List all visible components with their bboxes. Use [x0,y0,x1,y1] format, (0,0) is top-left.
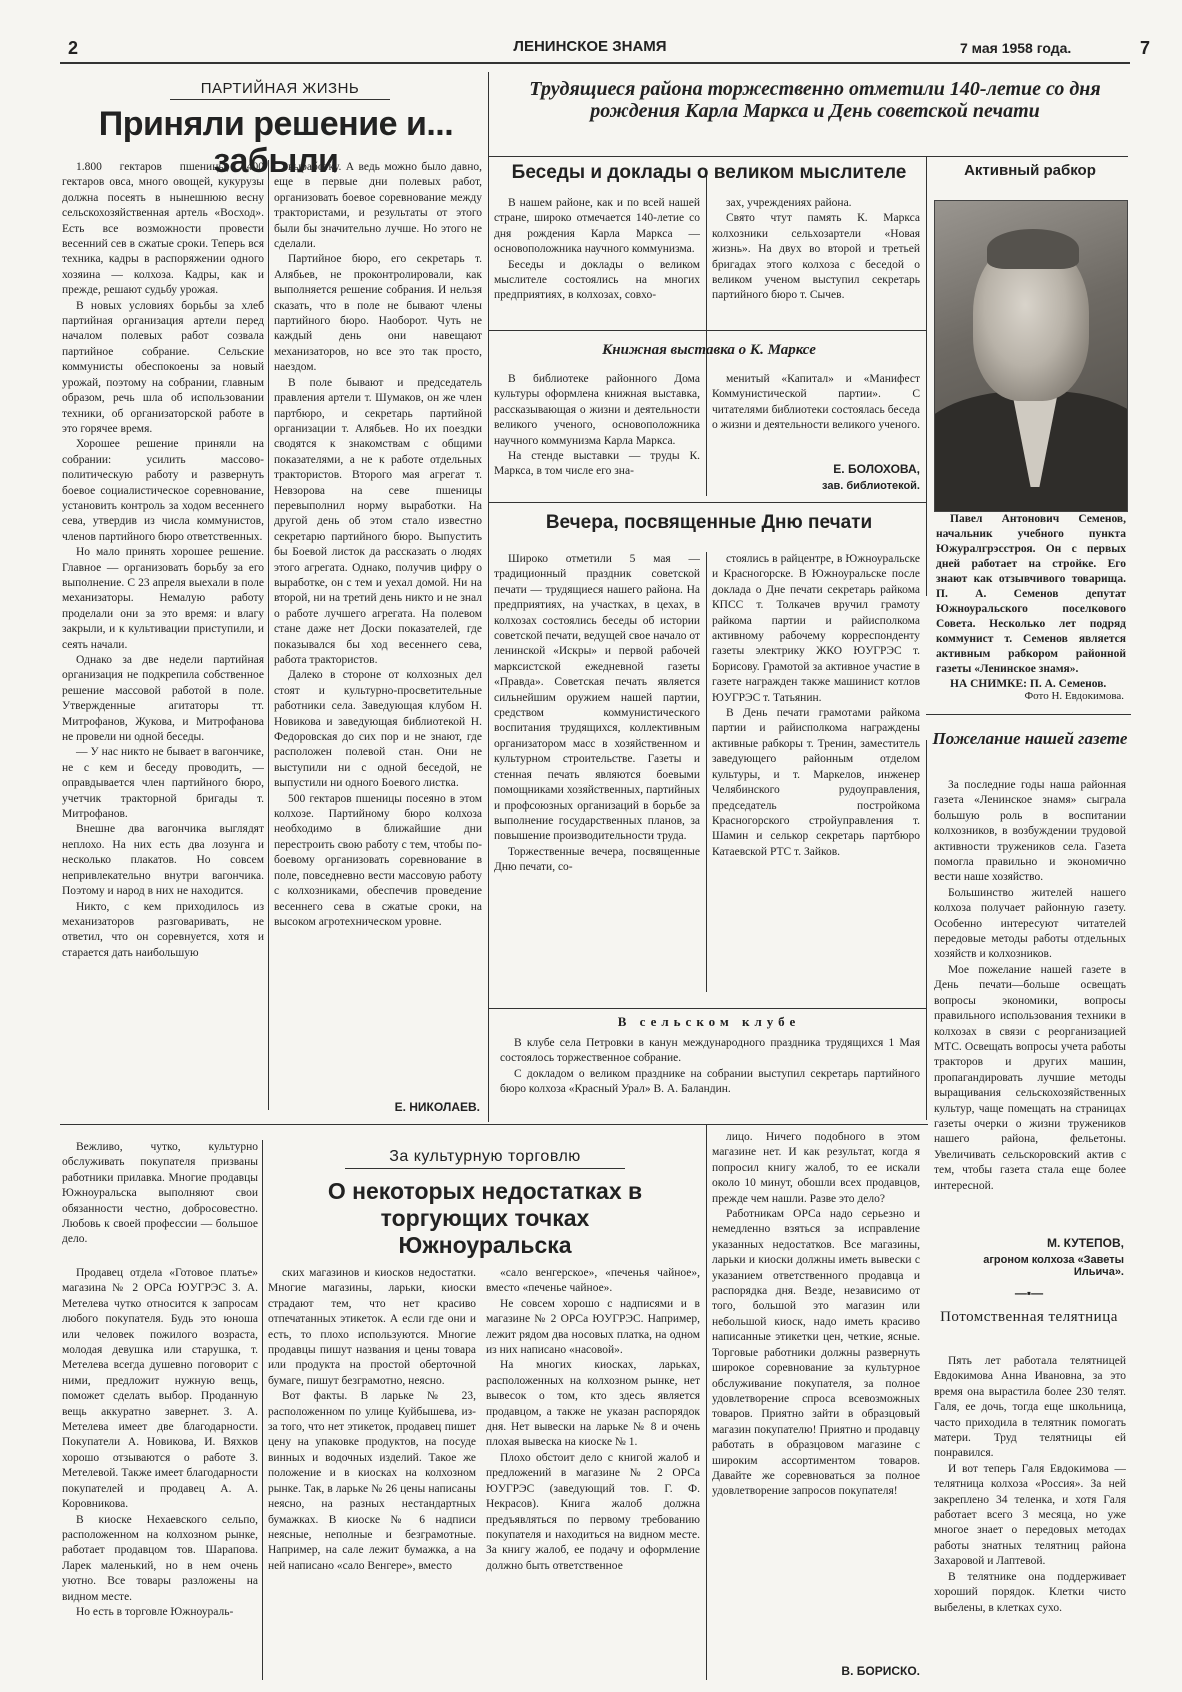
paragraph: стоялись в райцентре, в Южноуральске и Красногорске. В Южноуральске после доклада о Дне печати секретарь райкома КПСС т. Толкачев вручил грамоту райкома партии и райисполкома активному рабочему корреспонденту газеты электрику ЖКО ЮУГРЭС т. Борисову. Грамотой за активное участие в газете награжден также машинист котлов ЮУГРЭС т. Татьянин. [712,553,920,704]
wish-signature-role: агроном колхоза «Заветы Ильича». [983,1254,1124,1278]
book-column-2 [712,372,920,452]
masthead: ЛЕНИНСКОЕ ЗНАМЯ [513,38,667,55]
paragraph: Не совсем хорошо с надписями и в магазине № 2 ОРСа ЮУГРЭС. Например, лежит рядом два носовых платка, на одном из них написано «насовой». [486,1297,700,1357]
wish-signature: М. КУТЕПОВ, [1046,1236,1124,1250]
club-text [500,1036,920,1116]
paragraph: Никто, с кем приходилось из механизаторов разговаривать, не ответил, что он соревнуется, хотя и старается дать наибольшую [62,900,264,959]
paragraph: Пять лет работала телятницей Евдокимова Анна Ивановна, за это время она вырастила более 230 телят. Галя, ее дочь, тогда еще школьница, часто приходила в телятник помогать матери. Труд телятницы ей понравился. [934,1355,1126,1460]
divider-horizontal [488,330,926,331]
paragraph: В клубе села Петровки в канун международного праздника трудящихся 1 Мая состоялось торжественное собрание. [500,1037,920,1065]
divider-horizontal [60,1124,928,1125]
trade-lead [62,1140,258,1260]
paragraph: Плохо обстоит дело с книгой жалоб и предложений в магазине № 2 ОРСа ЮУГРЭС (заведующий тов. Г. Ф. Некрасов). Книга жалоб должна предъявляться по первому требованию покупателя и находиться на видном месте. За книгу жалоб, ее подачу и оформление должно быть ответственное [486,1451,700,1572]
divider-horizontal [488,156,1128,157]
party-column-1 [62,160,264,1115]
paragraph: — У нас никто не бывает в вагончике, не с кем и беседу проводить, — оправдывается член партийного бюро, учетчик тракторной бригады т. Митрофанов. [62,746,264,821]
photo-credit: Фото Н. Евдокимова. [1024,690,1124,702]
paragraph: Вежливо, чутко, культурно обслуживать покупателя призваны работники прилавка. Многие продавцы Южноуральска выполняют свои обязанности честно, добросовестно. Любовь к своей профессии — большое дело. [62,1141,258,1246]
paragraph: В киоске Нехаевского сельпо, расположенном на колхозном рынке, работает продавцом тов. Шарапова. Ларек маленький, но в нем очень уютно. Все товары разложены на видном месте. [62,1513,258,1603]
trade-rubric: За культурную торговлю [389,1148,581,1165]
book-signature-role: зав. библиотекой. [822,480,920,492]
paragraph: 500 гектаров пшеницы посеяно в этом колхозе. Партийному бюро колхоза необходимо в ближайшие дни перестроить свою работу с тем, чтобы по-боевому организовать соревнование в поле, повседневно вести массовую работу с колхозниками, обеспечив проведение весеннего сева в сжатые сроки, на высоком агротехническом уровне. [274,792,482,928]
wish-text [934,778,1126,1198]
paragraph: С докладом о великом празднике на собрании выступил секретарь партийного бюро колхоза «Красный Урал» В. А. Баландин. [500,1067,920,1096]
divider-horizontal [488,502,926,503]
paragraph: Однако за две недели партийная организация не подкрепила собственное решение массовой работой в поле. Утвержденные агитаторы тт. Митрофанов, Жукова, и Митрофанова не провели ни одной беседы. [62,654,264,744]
trade-signature: В. БОРИСКО. [841,1664,920,1678]
paragraph: ских магазинов и киосков недостатки. Многие магазины, ларьки, киоски страдают тем, что нет красиво отпечатанных этикеток. А если где они и есть, то плохо используются. Многие продавцы пишут названия и цены товара или продукта на простой оберточной бумаге, пишут безграмотно, неясно. [268,1267,476,1387]
paragraph: лицо. Ничего подобного в этом магазине нет. И как результат, когда я попросил книгу жалоб, то ее искали около 10 минут, обошли всех продавцов, прежде чем нашли. Разве это дело? [712,1131,920,1205]
paragraph: Большинство жителей нашего колхоза получает районную газету. Особенно интересуют читателей передовые методы работы отдельных хозяйств и колхозников. [934,886,1126,961]
evenings-column-2 [712,552,920,1004]
paragraph: Далеко в стороне от колхозных дел стоят и культурно-просветительные работники села. Заведующая клубом Н. Новикова и заведующая библиотекой Н. Федоровская до сих пор и не знают, где расположен полевой стан. Они не выступили ни с одной беседой, не выпустили ни одного Боевого листка. [274,669,482,790]
talks-title: Беседы и доклады о великом мыслителе [511,162,907,183]
calf-text [934,1354,1126,1684]
paragraph: В библиотеке районного Дома культуры оформлена книжная выставка, рассказывающая о жизни и деятельности великого ученого, основоположника научного коммунизма Карла Маркса. [494,373,700,447]
paragraph: «сало венгерское», «печенья чайное», вместо «печенье чайное». [486,1267,700,1295]
paragraph: Но есть в торговле Южноураль- [76,1605,234,1618]
paragraph: зах, учреждениях района. [726,197,852,209]
divider-vertical [926,740,927,1120]
paragraph: Вот факты. В ларьке № 23, расположенном по улице Куйбышева, из-за того, что нет этикеток, продавец пишет цену на упаковке продуктов, на посуде винных и водочных изделий. Такое же положение и в киосках на колхозном рынке. Так, в ларьке № 26 цены написаны неясно, на разных нестандартных бумажках. В киоске № 6 надписи неясные, неполные и безграмотные. Например, на сале лежит бумажка, а на ней написано «сало Венгере», вместо [268,1390,476,1572]
divider-vertical [262,1140,263,1680]
paragraph: На стенде выставки — труды К. Маркса, в том числе его зна- [494,450,700,478]
talks-column-1 [494,196,700,326]
paragraph: 1.800 гектаров пшеницы, 400 гектаров овса, много овощей, кукурузы должна посеять в нынешнюю весну сельскохозяйственная артель «Восход». Есть все возможности провести весенний сев в сжатые сроки. Теперь вся техника, кадры в распоряжении одного хозяина — колхоза. Кадры, как и прежде, решают судьбу урожая. [62,161,264,297]
trade-column-2 [268,1266,476,1684]
issue-date: 7 мая 1958 года. [960,40,1072,56]
paragraph: выработку. А ведь можно было давно, еще в первые дни полевых работ, организовать боевое соревнование между трактористами, и результаты от этого были бы значительно лучше. Но этого не сделали. [274,161,482,251]
evenings-title: Вечера, посвященные Дню печати [545,512,873,533]
paragraph: Хорошее решение приняли на собрании: усилить массово-политическую работу и развернуть боевое социалистическое соревнование, установить контроль за ходом весеннего сева, утвердив из числа коммунистов, членов партийного бюро ответственных. [62,438,264,543]
paragraph: Широко отметили 5 мая — традиционный праздник советской печати — трудящиеся нашего района. На предприятиях, на участках, в цехах, в колхозах состоялись беседы об истории советской печати, ведущей свое начало от ленинской «Искры» и первой рабочей марксистской ежедневной газеты «Правда». Советская печать является сильнейшим оружием нашей партии, средством коммунистического воспитания трудящихся, коллективным организатором масс в хозяйственном и культурном строительстве. Газеты и стенная печать являются боевыми помощниками хозяйственных, партийных и профсоюзных организаций в борьбе за выполнение государственных планов, за повышение производительности труда. [494,553,700,843]
wish-title: Пожелание нашей газете [932,729,1128,748]
divider-vertical [706,176,707,496]
paragraph: И вот теперь Галя Евдокимова —телятница колхоза «Россия». За ней закреплено 34 теленка, и хотя Галя работает всего 3 месяца, но уже многое знает о передовых методах работы знатных телятниц района Захаровой и Лаптевой. [934,1462,1126,1568]
header-rule [60,62,1130,64]
rubric-underline [345,1168,625,1169]
rabkor-title: Активный рабкор [964,162,1096,179]
divider-vertical [488,72,489,1122]
trade-column-1 [62,1266,258,1684]
caption-text: Павел Антонович Семенов, начальник учебного пункта Южуралгрэсстроя. Он с первых дней работает на стройке. Его знают как отзывчивого товарища. П. А. Семенов депутат Южноуральского поселкового Совета. Несколько лет подряд коммунист т. Семенов является активным рабкором районной газеты «Ленинское знамя». [936,513,1126,675]
rabkor-photo [934,200,1128,512]
paragraph: менитый «Капитал» и «Манифест Коммунистической партии». С читателями библиотеки состоялась беседа о жизни и деятельности великого ученого. [712,373,920,432]
paragraph: За последние годы наша районная газета «Ленинское знамя» сыграла большую роль в воспитании колхозников, в возбуждении трудовой активности тружеников села. Газета помогла правильно и экономично вести наше хозяйство. [934,779,1126,884]
party-signature: Е. НИКОЛАЕВ. [394,1100,480,1114]
page-number-right: 7 [1140,38,1151,58]
divider-horizontal [926,714,1131,715]
paragraph: Но мало принять хорошее решение. Главное — организовать борьбу за его выполнение. С 23 апреля выехали в поле механизаторы. Немалую работу проделали они за это время: и влагу закрыли, и к культивации приступили, и сеять начали. [62,546,264,651]
marx-headline: Трудящиеся района торжественно отметили 140-летие со дня рождения Карла Маркса и День советской печати [529,78,1101,122]
page-number-left: 2 [68,38,79,58]
caption-tag: НА СНИМКЕ: П. А. Семенов. [950,678,1107,690]
divider-vertical [706,1124,707,1680]
book-signature: Е. БОЛОХОВА, [833,462,920,476]
divider-vertical [268,160,269,1110]
paragraph: Свято чтут память К. Маркса колхозники сельхозартели «Новая жизнь». На двух во второй и третьей бригадах этого колхоза с беседой о великом ученом выступил секретарь партийного бюро т. Сычев. [712,212,920,302]
trade-title: О некоторых недостатках в торгующих точках Южноуральска [327,1178,643,1258]
club-title: В сельском клубе [617,1014,801,1029]
paragraph: Работникам ОРСа надо серьезно и немедленно взяться за исправление указанных недостатков. Все магазины, ларьки и киоски должны иметь вывески с указанием ответственного продавца и распорядка дня. Везде, независимо от того, большой это магазин или небольшой киоск, надо иметь красиво написанные этикетки цен, четкие, ясные. Торговые работники должны развернуть широкое соревнование за культурное обслуживание покупателя, за полное удовлетворение спроса всевозможных товаров. Приятно зайти в образцовый магазин покупателю! Приятно и продавцу работать в образцовом магазине с широким ассортиментом товаров. Давайте же соревноваться за полное удовлетворение запросов покупателя! [712,1208,920,1498]
book-title: Книжная выставка о К. Марксе [602,342,816,358]
evenings-column-1 [494,552,700,1004]
paragraph: Беседы и доклады о великом мыслителе состоялись на многих предприятиях, в колхозах, совхо- [494,258,700,302]
book-column-1 [494,372,700,500]
paragraph: Мое пожелание нашей газете в День печати—больше освещать вопросы экономики, вопросы правильного использования техники в колхозах в связи с реорганизацией МТС. Освещать вопросы учета работы тракторов и других машин, пропагандировать лучшие методы выращивания сельскохозяйственных культур, чаще помещать на страницах газеты очерки о жизни тружеников нашего района, фельетоны. Увеличивать сельскоровский актив с тем, чтобы газета стала еще более интересной. [934,963,1126,1192]
calf-title: Потомственная телятница [940,1309,1118,1325]
ornament-divider: —▪— [1014,1286,1044,1300]
paragraph: В нашем районе, как и по всей нашей стране, широко отмечается 140-летие со дня рождения Карла Маркса — основоположника научного коммунизма. [494,197,700,256]
party-column-2 [274,160,482,1095]
trade-column-3 [486,1266,700,1684]
paragraph: Продавец отдела «Готовое платье» магазина № 2 ОРСа ЮУГРЭС З. А. Метелева чутко относится к запросам любого покупателя. Будь это юноша или человек пожилого возраста, молодая девушка или старушка, т. Метелева всегда душевно поговорит с ними, предложит нужную вещь, поможет сделать выбор. Проданную вещь аккуратно завернет. З. А. Метелева имеет две благодарности. Покупатели А. Новикова, И. Вяхков хорошо отзываются о работе З. Метелевой. Также имеет благодарности покупателей и продавец А. А. Коровникова. [62,1267,258,1511]
rubric-underline [170,99,390,100]
rabkor-caption [936,512,1126,690]
paragraph: В телятнике она поддерживает хороший порядок. Клетки чисто выбелены, в клетках сухо. [934,1570,1126,1614]
paragraph: Внешне два вагончика выглядят неплохо. На них есть два лозунга и несколько плакатов. Но совсем непривлекательно внутри вагончика. Поэтому и народ в них не находится. [62,823,264,898]
paragraph: В поле бывают и председатель правления артели т. Шумаков, он же член партбюро, и секретарь партийной организации т. Алябьев. Но их поездки сводятся к знакомствам с общими показателями, а не к работе отдельных трактористов. Второго мая агрегат т. Невзорова на севе пшеницы перевыполнил норму выработки. На другой день об этом стало известно секретарю партийного бюро. Выпустить бы Боевой листок да рассказать о людях этого агрегата. Однако, получив цифру о выработке, он с тем и уехал домой. Ни на второй, ни на третий день никто и не знал о работе лучшего агрегата. На полевом стане даже нет Доски показателей, где показывался бы ход весеннего сева, работа трактористов. [274,376,482,666]
paragraph: На многих киосках, ларьках, расположенных на колхозном рынке, нет вывесок о том, кто здесь является продавцом, а также не указан распорядок дня. Нет вывески на ларьке № 8 и очень плохая вывеска на киоске № 1. [486,1359,700,1449]
party-title: Приняли решение и... забыли [98,105,454,181]
paragraph: Торжественные вечера, посвященные Дню печати, со- [494,845,700,874]
divider-vertical [706,552,707,992]
paragraph: Партийное бюро, его секретарь т. Алябьев, не проконтролировали, как выполняется решение собрания. И нельзя сказать, что в поле не бывают члены партийного бюро. Наоборот. Чуть не каждый день они навещают механизаторов, но все это так просто, наездом. [274,253,482,374]
divider-horizontal [488,1008,926,1009]
paragraph: В новых условиях борьбы за хлеб партийная организация артели перед началом полевых работ созвала партийное собрание. Сельские коммунисты обеспокоены за новый урожай, поэтому на собрании, главным образом, речь шла об использовании техники, об организаторской работе в это горячее время. [62,299,264,435]
divider-vertical [926,156,927,596]
paragraph: В День печати грамотами райкома партии и райисполкома награждены активные рабкоры т. Тренин, заместитель заведующего районным отделом культуры, и т. Маркелов, инженер Челябинского рудоуправления, председатель постройкома Красногорского стройуправления т. Шамин и селькор секретарь партбюро Катаевской РТС т. Зайков. [712,707,920,858]
trade-column-4 [712,1130,920,1660]
talks-column-2 [712,196,920,326]
party-rubric: ПАРТИЙНАЯ ЖИЗНЬ [200,80,360,97]
